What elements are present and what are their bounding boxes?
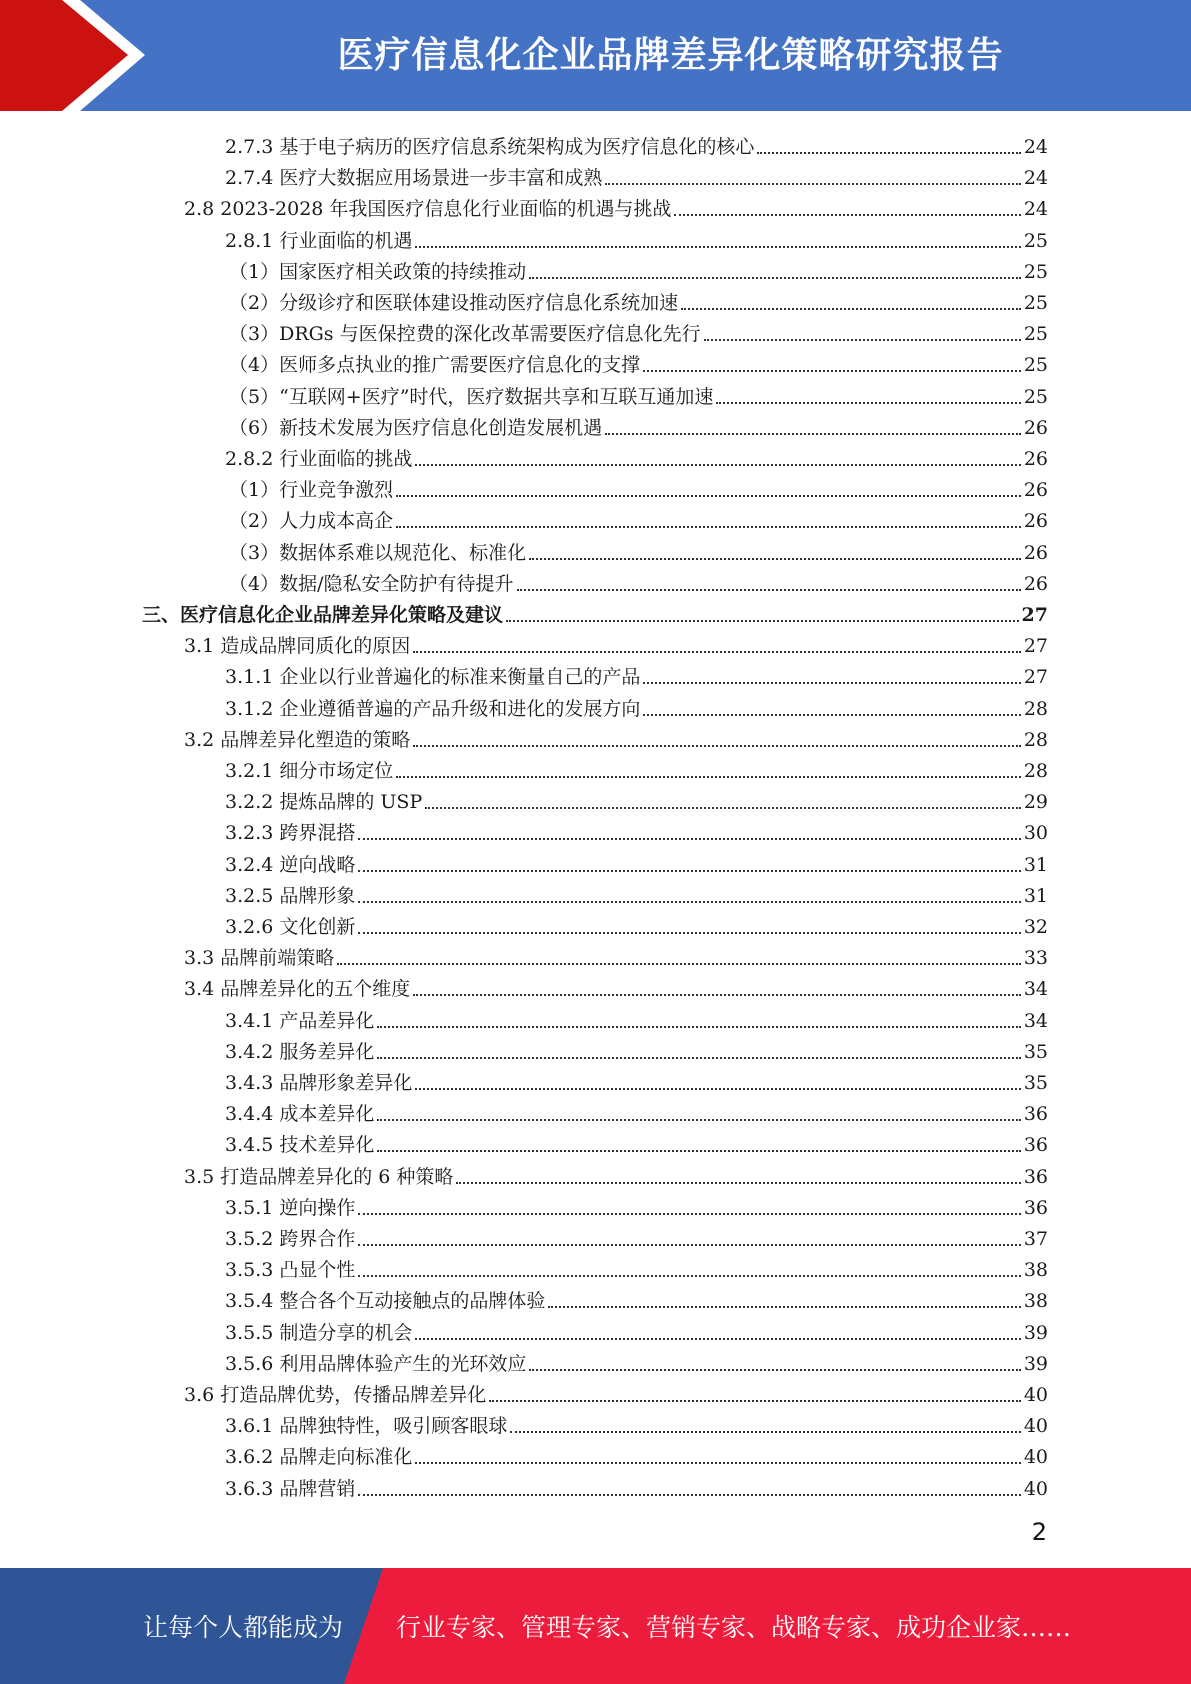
toc-entry-label: （3）DRGs 与医保控费的深化改革需要医疗信息化先行 xyxy=(229,323,701,346)
toc-entry[interactable] xyxy=(229,378,1048,409)
toc-entry-page: 37 xyxy=(1023,1228,1048,1250)
footer-slogan-right: 行业专家、管理专家、营销专家、战略专家、成功企业家…… xyxy=(396,1613,1072,1642)
page-number: 2 xyxy=(1031,1518,1047,1546)
toc-dot-leader xyxy=(358,1222,1020,1246)
toc-dot-leader xyxy=(377,1128,1020,1152)
toc-entry-label: 3.1.1 企业以行业普遍化的标准来衡量自己的产品 xyxy=(225,666,641,689)
toc-entry-page: 36 xyxy=(1023,1103,1048,1126)
toc-entry-page: 36 xyxy=(1023,1134,1048,1157)
toc-entry-page: 26 xyxy=(1023,510,1048,533)
toc-dot-leader xyxy=(358,1253,1020,1277)
toc-entry-label: 3.2.3 跨界混搭 xyxy=(225,822,356,845)
toc-entry[interactable] xyxy=(229,502,1048,533)
toc-entry-label: 3.2.5 品牌形象 xyxy=(225,884,356,907)
toc-dot-leader xyxy=(643,692,1020,716)
toc-entry-label: （1）行业竞争激烈 xyxy=(229,479,394,502)
toc-entry-label: 3.4.3 品牌形象差异化 xyxy=(225,1072,413,1094)
toc-entry[interactable] xyxy=(184,190,1048,221)
toc-entry-label: 2.7.4 医疗大数据应用场景进一步丰富和成熟 xyxy=(225,167,603,190)
toc-dot-leader xyxy=(415,224,1020,248)
toc-entry-label: 3.5.4 整合各个互动接触点的品牌体验 xyxy=(225,1290,546,1313)
toc-entry-page: 35 xyxy=(1023,1072,1048,1094)
toc-entry-page: 25 xyxy=(1023,354,1048,377)
red-arrow-decoration xyxy=(0,0,160,111)
toc-entry-page: 26 xyxy=(1023,541,1048,564)
toc-entry[interactable] xyxy=(225,752,1048,783)
toc-entry[interactable] xyxy=(184,939,1048,970)
toc-entry[interactable] xyxy=(184,1158,1048,1189)
toc-dot-leader xyxy=(358,848,1020,872)
toc-entry[interactable] xyxy=(225,1314,1048,1345)
toc-dot-leader xyxy=(529,1347,1020,1371)
toc-entry[interactable] xyxy=(225,1095,1048,1126)
toc-entry[interactable] xyxy=(229,534,1048,565)
toc-entry-page: 25 xyxy=(1023,385,1048,408)
toc-entry-page: 27 xyxy=(1023,635,1048,658)
toc-entry[interactable] xyxy=(225,1438,1048,1469)
toc-dot-leader xyxy=(510,1409,1020,1433)
toc-dot-leader xyxy=(529,536,1021,560)
toc-entry[interactable] xyxy=(184,627,1048,658)
toc-entry-page: 26 xyxy=(1023,448,1048,470)
toc-dot-leader xyxy=(396,754,1020,778)
toc-dot-leader xyxy=(506,598,1019,622)
toc-entry[interactable] xyxy=(225,1064,1048,1095)
toc-entry-label: 3.6.3 品牌营销 xyxy=(225,1477,356,1500)
toc-entry-label: 2.8.1 行业面临的机遇 xyxy=(225,229,413,252)
toc-entry-label: 3.6.1 品牌独特性，吸引顾客眼球 xyxy=(225,1415,508,1438)
footer-slogan-left: 让每个人都能成为 xyxy=(143,1613,344,1642)
toc-entry-page: 33 xyxy=(1023,947,1048,970)
toc-entry-label: 2.8 2023-2028 年我国医疗信息化行业面临的机遇与挑战 xyxy=(184,198,672,221)
toc-entry-label: 3.2.1 细分市场定位 xyxy=(225,760,394,782)
toc-entry-page: 29 xyxy=(1023,791,1048,814)
toc-dot-leader xyxy=(358,1472,1020,1496)
toc-entry-label: （5）“互联网+医疗”时代，医疗数据共享和互联互通加速 xyxy=(229,385,714,408)
toc-dot-leader xyxy=(757,130,1020,154)
toc-entry-label: （6）新技术发展为医疗信息化创造发展机遇 xyxy=(229,416,603,439)
toc-entry[interactable] xyxy=(225,1002,1048,1033)
toc-entry-page: 35 xyxy=(1023,1040,1048,1063)
toc-dot-leader xyxy=(415,1066,1020,1090)
toc-entry-page: 27 xyxy=(1021,604,1048,626)
toc-entry[interactable] xyxy=(225,1220,1048,1251)
toc-entry-page: 26 xyxy=(1023,479,1048,502)
toc-entry-label: 3.6 打造品牌优势，传播品牌差异化 xyxy=(184,1384,487,1406)
toc-entry[interactable] xyxy=(184,970,1048,1001)
toc-dot-leader xyxy=(674,192,1020,216)
toc-entry[interactable] xyxy=(225,814,1048,845)
toc-dot-leader xyxy=(337,941,1021,965)
toc-entry[interactable] xyxy=(225,658,1048,689)
toc-dot-leader xyxy=(413,972,1021,996)
toc-dot-leader xyxy=(489,1378,1021,1402)
toc-entry-label: 3.2.4 逆向战略 xyxy=(225,853,356,876)
toc-entry-label: 3.6.2 品牌走向标准化 xyxy=(225,1446,413,1469)
toc-dot-leader xyxy=(605,411,1021,435)
toc-entry[interactable] xyxy=(184,721,1048,752)
toc-dot-leader xyxy=(456,1160,1020,1184)
toc-dot-leader xyxy=(396,473,1021,497)
toc-entry[interactable] xyxy=(225,908,1048,939)
toc-entry-page: 34 xyxy=(1023,1009,1048,1032)
toc-entry-page: 38 xyxy=(1023,1290,1048,1313)
toc-dot-leader xyxy=(605,161,1020,185)
toc-entry-page: 34 xyxy=(1023,978,1048,1001)
toc-entry-label: （4）数据/隐私安全防护有待提升 xyxy=(229,572,514,595)
toc-entry[interactable] xyxy=(225,1407,1048,1438)
toc-entry-page: 30 xyxy=(1023,822,1048,845)
toc-entry-page: 26 xyxy=(1023,416,1048,439)
toc-dot-leader xyxy=(358,1191,1020,1215)
toc-dot-leader xyxy=(415,1316,1020,1340)
toc-dot-leader xyxy=(415,1440,1020,1464)
toc-entry-page: 40 xyxy=(1023,1384,1048,1406)
toc-dot-leader xyxy=(358,816,1020,840)
toc-entry[interactable] xyxy=(225,1126,1048,1157)
toc-dot-leader xyxy=(377,1004,1020,1028)
toc-entry-page: 25 xyxy=(1023,323,1048,346)
toc-entry-page: 25 xyxy=(1023,260,1048,283)
toc-entry[interactable] xyxy=(225,222,1048,253)
toc-entry[interactable] xyxy=(225,1470,1048,1501)
toc-dot-leader xyxy=(377,1097,1020,1121)
toc-entry-page: 36 xyxy=(1023,1196,1048,1219)
toc-entry-page: 40 xyxy=(1023,1477,1048,1500)
toc-dot-leader xyxy=(643,660,1020,684)
toc-entry-label: （3）数据体系难以规范化、标准化 xyxy=(229,541,527,564)
toc-entry[interactable] xyxy=(229,284,1048,315)
toc-entry[interactable] xyxy=(225,440,1048,471)
toc-entry-page: 39 xyxy=(1023,1321,1048,1344)
toc-entry[interactable] xyxy=(229,565,1048,596)
toc-entry-label: 3.1.2 企业遵循普遍的产品升级和进化的发展方向 xyxy=(225,697,641,720)
toc-entry-page: 27 xyxy=(1023,666,1048,689)
toc-dot-leader xyxy=(413,629,1021,653)
toc-entry[interactable] xyxy=(229,471,1048,502)
toc-dot-leader xyxy=(377,1035,1020,1059)
toc-entry-page: 25 xyxy=(1023,292,1048,314)
toc-entry-page: 24 xyxy=(1023,136,1048,158)
toc-entry[interactable] xyxy=(225,783,1048,814)
toc-entry-label: 3.4.4 成本差异化 xyxy=(225,1103,375,1126)
toc-entry[interactable] xyxy=(229,346,1048,377)
toc-entry-label: （2）人力成本高企 xyxy=(229,510,394,533)
toc-entry-label: 3.5.5 制造分享的机会 xyxy=(225,1321,413,1344)
toc-entry-label: 3.2.2 提炼品牌的 USP xyxy=(225,791,423,814)
toc-dot-leader xyxy=(358,910,1020,934)
toc-dot-leader xyxy=(413,723,1021,747)
toc-dot-leader xyxy=(643,348,1021,372)
toc-entry-label: 2.8.2 行业面临的挑战 xyxy=(225,448,413,470)
toc-entry-page: 28 xyxy=(1023,760,1048,782)
toc-dot-leader xyxy=(425,785,1021,809)
toc-dot-leader xyxy=(716,380,1020,404)
toc-entry-label: 3.4.1 产品差异化 xyxy=(225,1009,375,1032)
toc-entry-page: 31 xyxy=(1023,884,1048,907)
toc-entry[interactable] xyxy=(225,128,1048,159)
toc-entry[interactable] xyxy=(225,690,1048,721)
toc-entry-label: 3.5.2 跨界合作 xyxy=(225,1228,356,1250)
toc-entry[interactable] xyxy=(225,1251,1048,1282)
toc-entry-label: 3.5.3 凸显个性 xyxy=(225,1259,356,1282)
toc-entry[interactable] xyxy=(184,1376,1048,1407)
toc-entry-label: 3.4 品牌差异化的五个维度 xyxy=(184,978,411,1001)
toc-entry[interactable] xyxy=(225,846,1048,877)
toc-dot-leader xyxy=(396,504,1021,528)
toc-entry-label: 3.4.2 服务差异化 xyxy=(225,1040,375,1063)
toc-entry-page: 32 xyxy=(1023,916,1048,938)
toc-entry-label: 3.1 造成品牌同质化的原因 xyxy=(184,635,411,658)
report-title: 医疗信息化企业品牌差异化策略研究报告 xyxy=(337,35,1004,76)
toc-entry-label: 三、医疗信息化企业品牌差异化策略及建议 xyxy=(142,604,504,626)
toc-entry[interactable] xyxy=(225,1189,1048,1220)
toc-entry-label: 3.3 品牌前端策略 xyxy=(184,947,335,970)
toc-entry-page: 40 xyxy=(1023,1415,1048,1438)
toc-entry[interactable] xyxy=(142,596,1048,627)
toc-entry-page: 24 xyxy=(1023,167,1048,190)
toc-entry-page: 25 xyxy=(1023,229,1048,252)
toc-entry-page: 28 xyxy=(1023,728,1048,751)
page-header xyxy=(0,0,1191,111)
toc-entry[interactable] xyxy=(225,877,1048,908)
toc-entry-label: （2）分级诊疗和医联体建设推动医疗信息化系统加速 xyxy=(229,292,679,314)
toc-entry[interactable] xyxy=(225,1282,1048,1313)
page-footer xyxy=(0,1568,1191,1684)
toc-entry-label: 3.2.6 文化创新 xyxy=(225,916,356,938)
toc-dot-leader xyxy=(358,879,1020,903)
toc-entry-label: （1）国家医疗相关政策的持续推动 xyxy=(229,260,527,283)
toc-dot-leader xyxy=(529,255,1021,279)
toc-dot-leader xyxy=(704,317,1021,341)
toc-entry[interactable] xyxy=(229,315,1048,346)
toc-entry[interactable] xyxy=(229,253,1048,284)
toc-entry[interactable] xyxy=(225,159,1048,190)
toc-entry-page: 39 xyxy=(1023,1352,1048,1375)
toc-entry-label: 3.5.6 利用品牌体验产生的光环效应 xyxy=(225,1352,527,1375)
toc-entry-label: （4）医师多点执业的推广需要医疗信息化的支撑 xyxy=(229,354,641,377)
toc-entry-page: 26 xyxy=(1023,572,1048,595)
toc-entry-page: 28 xyxy=(1023,697,1048,720)
toc-entry-label: 3.5.1 逆向操作 xyxy=(225,1196,356,1219)
toc-dot-leader xyxy=(681,286,1021,310)
toc-entry[interactable] xyxy=(229,409,1048,440)
toc-entry-label: 2.7.3 基于电子病历的医疗信息系统架构成为医疗信息化的核心 xyxy=(225,136,755,158)
toc-dot-leader xyxy=(517,567,1021,591)
toc-dot-leader xyxy=(548,1284,1020,1308)
toc-entry-label: 3.5 打造品牌差异化的 6 种策略 xyxy=(184,1165,454,1188)
toc-dot-leader xyxy=(415,442,1020,466)
toc-entry-page: 38 xyxy=(1023,1259,1048,1282)
toc-entry[interactable] xyxy=(225,1033,1048,1064)
toc-entry-label: 3.2 品牌差异化塑造的策略 xyxy=(184,728,411,751)
toc-entry[interactable] xyxy=(225,1345,1048,1376)
toc-entry-label: 3.4.5 技术差异化 xyxy=(225,1134,375,1157)
toc-entry-page: 40 xyxy=(1023,1446,1048,1469)
toc-entry-page: 36 xyxy=(1023,1165,1048,1188)
toc-entry-page: 24 xyxy=(1023,198,1048,221)
toc-entry-page: 31 xyxy=(1023,853,1048,876)
